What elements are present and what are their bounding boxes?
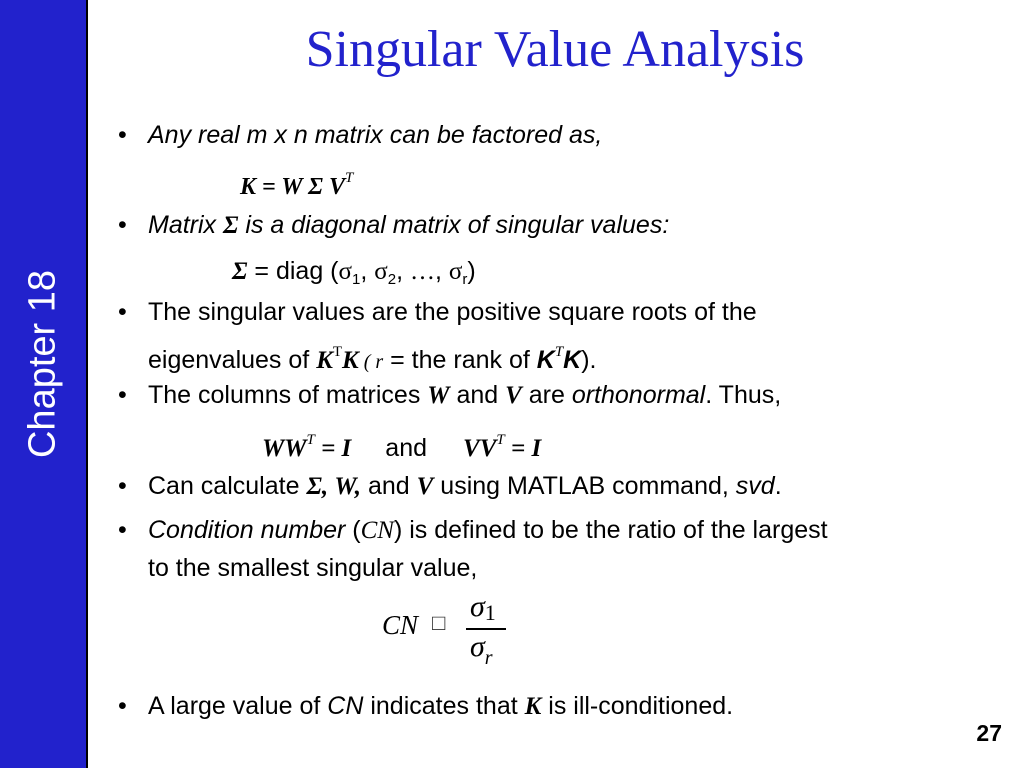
bullet-marker: • xyxy=(118,298,127,326)
bullet-4 xyxy=(148,380,781,411)
condition-number-term: Condition number xyxy=(148,516,346,544)
transpose-sup: T xyxy=(496,432,505,448)
svd-equation-text: K = W Σ V xyxy=(240,174,346,200)
bullet-6-rest: ) is defined to be the ratio of the largest xyxy=(393,516,828,544)
bullet-marker: • xyxy=(118,121,127,149)
condition-number-formula xyxy=(382,590,522,676)
transpose-sup: T xyxy=(554,344,564,360)
fraction-denominator xyxy=(470,630,493,670)
k-symbol: K xyxy=(524,693,542,720)
sigma-w-symbols: Σ, W, xyxy=(306,473,362,500)
chapter-label: Chapter 18 xyxy=(21,269,64,459)
sub-2: 2 xyxy=(387,271,397,288)
svd-equation xyxy=(240,163,353,202)
numerator-sub: 1 xyxy=(484,600,496,625)
sigma-r: σ xyxy=(448,258,463,285)
bullet-marker: • xyxy=(118,211,127,239)
sigma-numerator: σ xyxy=(470,590,485,623)
rank-r: ( r xyxy=(358,351,384,373)
bullet-5-pre: Can calculate xyxy=(148,472,307,500)
v-symbol: V xyxy=(416,473,434,500)
comma: , xyxy=(434,257,449,285)
bullet-3-line-2 xyxy=(148,337,597,377)
vv-symbol: VV xyxy=(463,435,497,462)
transpose-sup: T xyxy=(306,432,315,448)
bullet-marker: • xyxy=(118,692,127,720)
equals-placeholder: □ xyxy=(432,610,446,635)
sigma-symbol: Σ xyxy=(223,212,239,239)
ww-symbol: WW xyxy=(262,435,307,462)
cn-symbol: CN xyxy=(360,517,394,544)
comma: , xyxy=(396,257,410,285)
comma: , xyxy=(360,257,375,285)
open-paren: ( xyxy=(345,516,361,544)
equals-i: = I xyxy=(314,435,352,462)
equals-i: = I xyxy=(504,435,542,462)
bullet-3-mid: = the rank of xyxy=(383,346,537,374)
bullet-4-are: are xyxy=(521,381,572,409)
bullet-7-mid: indicates that xyxy=(363,692,525,720)
fraction-numerator xyxy=(470,590,496,626)
orthonormal-term: orthonormal xyxy=(571,381,706,409)
bullet-7-post: is ill-conditioned. xyxy=(541,692,734,720)
bullet-3-line-1: The singular values are the positive square roots of the xyxy=(148,298,757,326)
k-symbol: K xyxy=(563,346,582,374)
bullet-marker: • xyxy=(118,381,127,409)
bullet-4-pre: The columns of matrices xyxy=(148,381,428,409)
bullet-2-pre: Matrix xyxy=(148,211,223,239)
k-symbol: K xyxy=(316,347,333,374)
diag-sigma: Σ xyxy=(232,258,248,285)
bullet-marker: • xyxy=(118,472,127,500)
bullet-marker: • xyxy=(118,516,127,544)
bullet-3-end: ). xyxy=(581,346,597,374)
ellipsis: … xyxy=(409,258,435,285)
v-symbol: V xyxy=(505,382,522,409)
denominator-sub: r xyxy=(484,647,493,669)
bullet-4-thus: . Thus, xyxy=(705,381,782,409)
svd-command: svd xyxy=(735,472,775,500)
cn-term: CN xyxy=(327,692,364,720)
bullet-5 xyxy=(148,471,782,502)
bullet-7-pre: A large value of xyxy=(148,692,328,720)
diag-text: = diag ( xyxy=(247,257,339,285)
sidebar xyxy=(0,0,88,768)
sigma-1: σ xyxy=(338,258,352,285)
transpose-sup: T xyxy=(345,170,354,186)
k-symbol: K xyxy=(536,346,555,374)
bullet-5-end: . xyxy=(774,472,782,500)
close-paren: ) xyxy=(467,257,476,285)
page-number: 27 xyxy=(976,720,1002,746)
cn-lhs: CN xyxy=(382,610,419,640)
sigma-2: σ xyxy=(374,258,388,285)
orthonormal-equations xyxy=(262,425,541,464)
bullet-1: Any real m x n matrix can be factored as, xyxy=(148,121,603,149)
sigma-denominator: σ xyxy=(470,630,485,663)
k-symbol: K xyxy=(342,347,359,374)
bullet-6-line-2: to the smallest singular value, xyxy=(148,554,478,582)
bullet-7 xyxy=(148,691,733,722)
bullet-2-post: is a diagonal matrix of singular values: xyxy=(238,211,670,239)
bullet-5-and: and xyxy=(361,472,417,500)
and-word: and xyxy=(385,434,428,462)
bullet-5-post: using MATLAB command, xyxy=(433,472,736,500)
w-symbol: W xyxy=(427,382,450,409)
bullet-4-and: and xyxy=(449,381,506,409)
bullet-2 xyxy=(148,210,669,241)
bullet-3-pre: eigenvalues of xyxy=(148,346,317,374)
transpose-sup: T xyxy=(332,344,343,360)
sub-r: r xyxy=(462,271,468,288)
bullet-6-line-1 xyxy=(148,515,828,546)
sub-1: 1 xyxy=(352,271,361,288)
slide-title: Singular Value Analysis xyxy=(305,21,805,78)
diag-equation xyxy=(232,256,476,295)
